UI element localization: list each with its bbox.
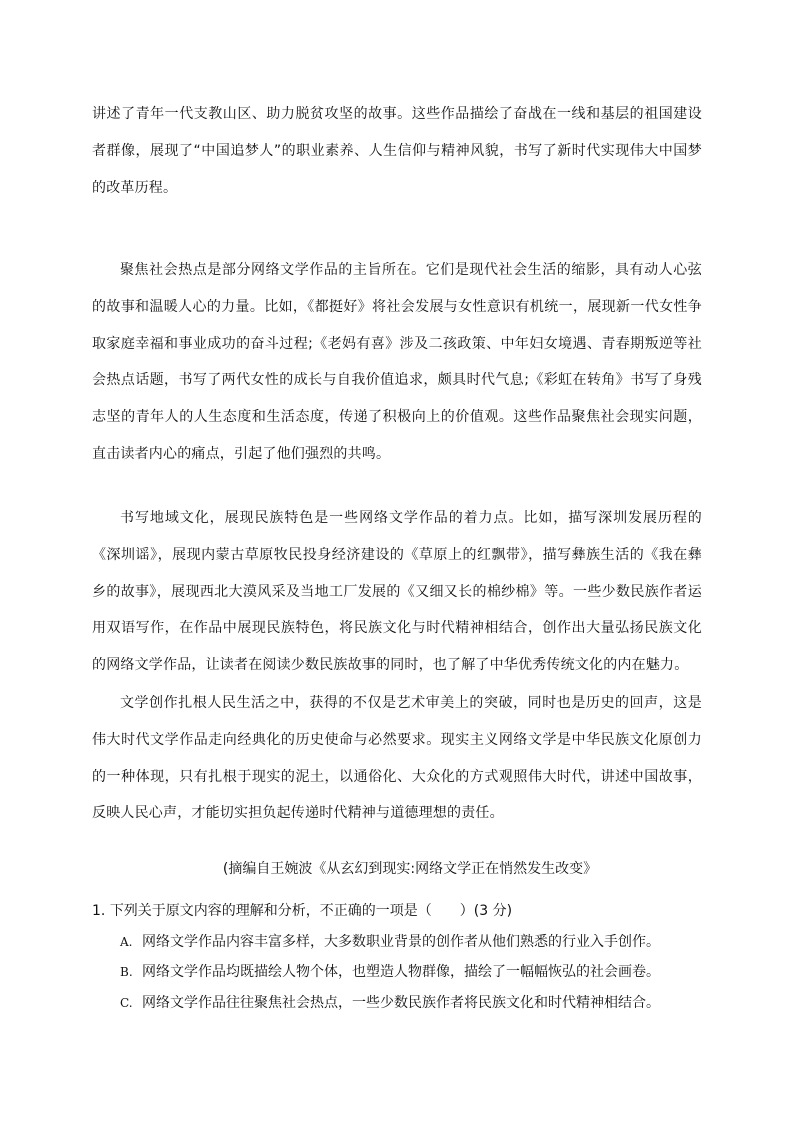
passage-paragraph: 文学创作扎根人民生活之中，获得的不仅是艺术审美上的突破，同时也是历史的回声，这是伟大时代文学作品走向经典化的历史使命与必然要求。现实主义网络文学是中华民族文化原创力的一种体现，只有扎根于现实的泥土，以通俗化、大众化的方式观照伟大时代，讲述中国故事，反映人民心声，才能切实担负起传递时代精神与道德理想的责任。 xyxy=(92,695,702,822)
passage-paragraph: 书写地域文化，展现民族特色是一些网络文学作品的着力点。比如，描写深圳发展历程的《深圳谣》，展现内蒙古草原牧民投身经济建设的《草原上的红飘带》，描写彝族生活的《我在彝乡的故事》，展现西北大漠风采及当地工厂发展的《又细又长的棉纱棉》等。一些少数民族作者运用双语写作，在作品中展现民族特色，将民族文化与时代精神相结合，创作出大量弘扬民族文化的网络文学作品，让读者在阅读少数民族故事的同时，也了解了中华优秀传统文化的内在魅力。 xyxy=(92,510,702,674)
question-stem-line xyxy=(92,898,702,924)
passage-paragraph: 讲述了青年一代支教山区、助力脱贫攻坚的故事。这些作品描绘了奋战在一线和基层的祖国建设者群像，展现了“中国追梦人”的职业素养、人生信仰与精神风貌，书写了新时代实现伟大中国梦的改革历程。 xyxy=(92,106,702,196)
answer-option-a[interactable] xyxy=(120,929,710,955)
option-letter: B. xyxy=(120,965,133,979)
answer-option-b[interactable] xyxy=(120,959,710,985)
question-stem: 下列关于原文内容的理解和分析，不正确的一项是（ ）(3 分) xyxy=(109,903,513,919)
option-text: 网络文学作品内容丰富多样，大多数职业背景的创作者从他们熟悉的行业入手创作。 xyxy=(142,934,660,950)
option-letter: C. xyxy=(120,996,133,1010)
option-text: 网络文学作品均既描绘人物个体，也塑造人物群像，描绘了一幅幅恢弘的社会画卷。 xyxy=(142,964,660,980)
option-text: 网络文学作品往往聚焦社会热点，一些少数民族作者将民族文化和时代精神相结合。 xyxy=(142,995,660,1011)
passage-paragraph: 聚焦社会热点是部分网络文学作品的主旨所在。它们是现代社会生活的缩影，具有动人心弦的故事和温暖人心的力量。比如，《都挺好》将社会发展与女性意识有机统一，展现新一代女性争取家庭幸福和事业成功的奋斗过程;《老妈有喜》涉及二孩政策、中年妇女境遇、青春期叛逆等社会热点话题，书写了两代女性的成长与自我价值追求，颇具时代气息;《彩虹在转角》书写了身残志坚的青年人的人生态度和生活态度，传递了积极向上的价值观。这些作品聚焦社会现实问题，直击读者内心的痛点，引起了他们强烈的共鸣。 xyxy=(92,262,702,462)
option-letter: A. xyxy=(120,935,133,949)
source-citation: (摘编自王婉波《从玄幻到现实:网络文学正在悄然发生改变》 xyxy=(222,861,598,877)
answer-option-c[interactable] xyxy=(120,990,710,1016)
question-number: 1. xyxy=(92,903,106,919)
